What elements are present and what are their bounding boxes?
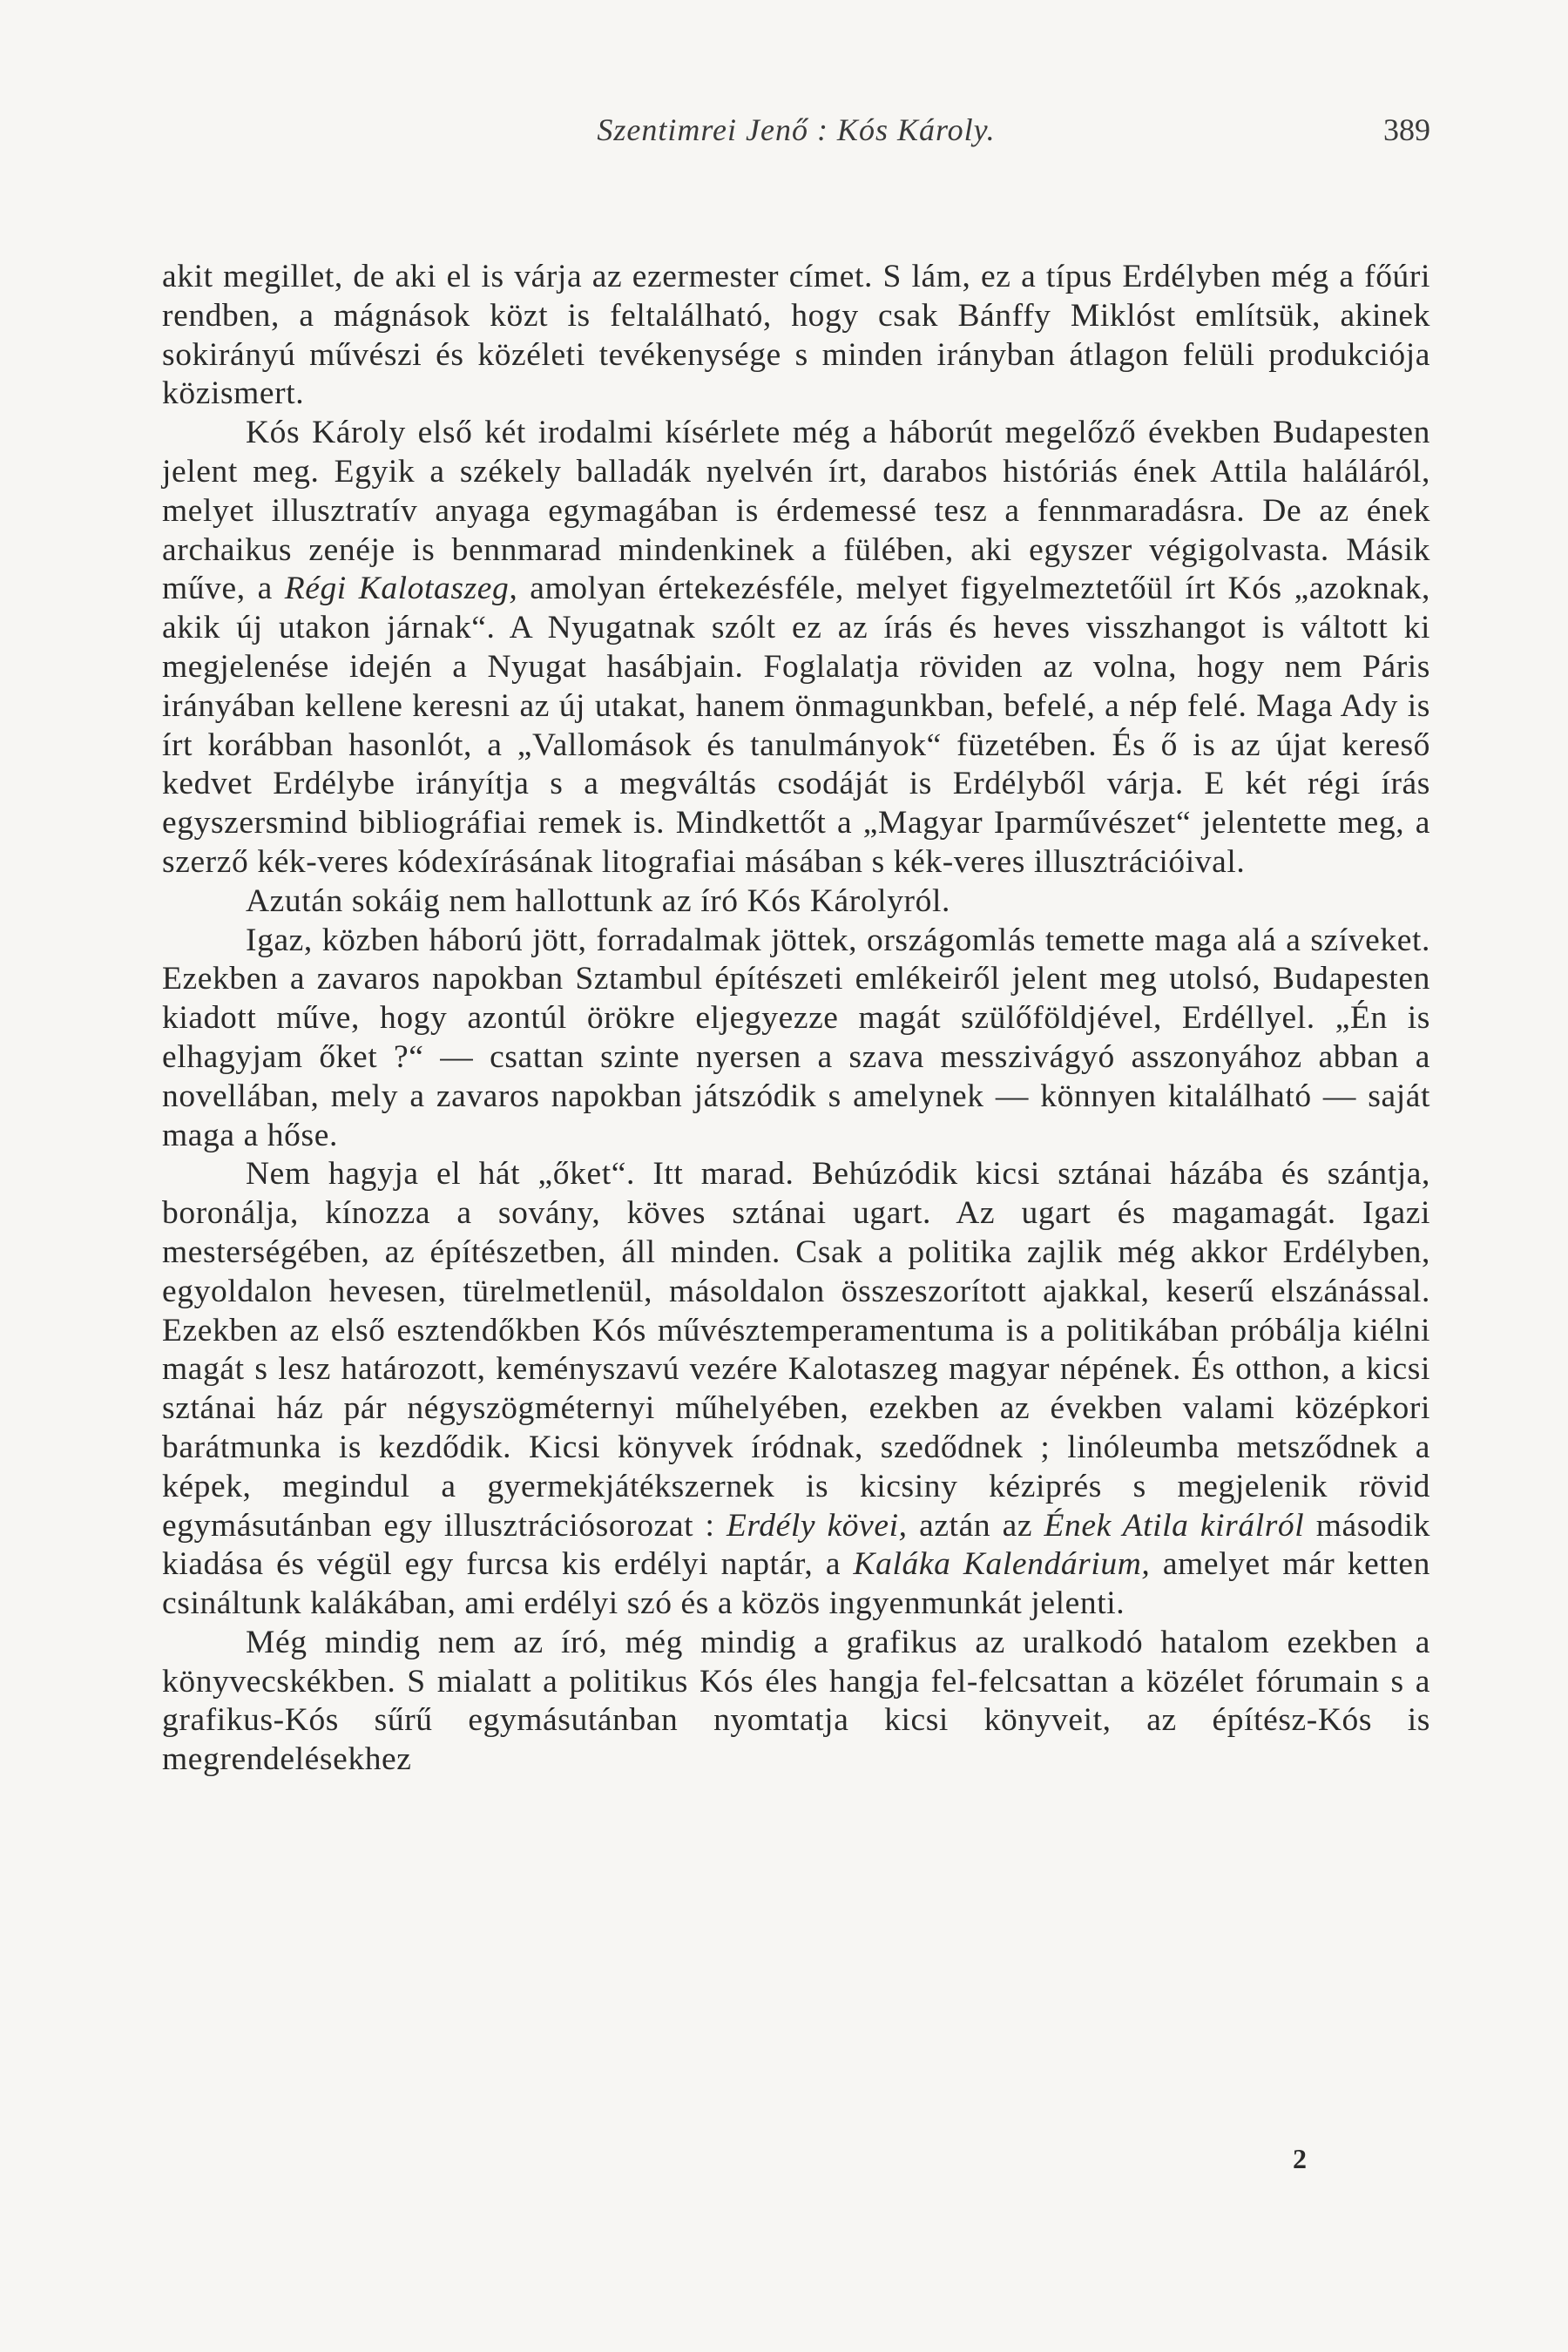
paragraph-5	[162, 1155, 1430, 1624]
work-title-erdely-kovei: Erdély kövei,	[726, 1507, 908, 1544]
paragraph-3	[162, 882, 1430, 922]
work-title-kalaka-kalendarium: Kaláka Kalendárium,	[853, 1546, 1151, 1583]
paragraph-6	[162, 1624, 1430, 1780]
paragraph-3-text: Azután sokáig nem hallottunk az író Kós Károlyról.	[246, 882, 950, 919]
paragraph-4	[162, 922, 1430, 1156]
paragraph-5-text-d: amelyet már ketten csináltunk kalákában, ami erdélyi szó és a közös ingyenmunkát jelenti.	[162, 1546, 1430, 1622]
paragraph-2	[162, 414, 1430, 882]
paragraph-2-text-b: amolyan értekezésféle, melyet figyelmeztetőül írt Kós „azoknak, akik új utakon járnak“. A Nyugatnak szólt ez az írás és heves visszhangot is váltott ki megjelenése idején a Nyugat hasábjain. Foglalatja röviden az volna, hogy nem Páris irányában kellene keresni az új utakat, hanem önmagunkban, befelé, a nép felé. Maga Ady is írt korábban hasonlót, a „Vallomások és tanulmányok“ füzetében. És ő is az újat kereső kedvet Erdélybe irányítja s a megváltás csodáját is Erdélyből várja. E két régi írás egyszersmind bibliográfiai remek is. Mindkettőt a „Magyar Iparművészet“ jelentette meg, a szerző kék-veres kódexírásának litografiai másában s kék-veres illusztrációival.	[162, 571, 1430, 880]
paragraph-1	[162, 258, 1430, 414]
page-number: 389	[1383, 112, 1430, 147]
paragraph-5-text-b: aztán az	[907, 1507, 1044, 1544]
body-text	[162, 258, 1430, 1780]
running-head	[162, 112, 1430, 157]
work-title-regi-kalotaszeg: Régi Kalotaszeg,	[284, 571, 518, 607]
work-title-enek-atila: Ének Atila királról	[1044, 1507, 1305, 1544]
paragraph-5-text-c: második kiadása és végül egy furcsa kis erdélyi naptár, a	[162, 1507, 1431, 1583]
paragraph-2-text-a: Kós Károly első két irodalmi kísérlete még a háborút megelőző években Budapesten jelent meg. Egyik a székely balladák nyelvén írt, darabos históriás ének Attila haláláról, melyet illusztratív anyaga egymagában is érdemessé tesz a fennmaradásra. De az ének archaikus zenéje is bennmarad mindenkinek a fülében, aki egyszer végigolvasta. Másik műve, a	[162, 415, 1430, 607]
paragraph-4-text: Igaz, közben háború jött, forradalmak jöttek, országomlás temette maga alá a szíveket. Ezekben a zavaros napokban Sztambul építészeti emlékeiről jelent meg utolsó, Budapesten kiadott műve, hogy azontúl örökre eljegyezze magát szülőföldjével, Erdéllyel. „Én is elhagyjam őket ?“ — csattan szinte nyersen a szava messzivágyó asszonyához abban a novellában, mely a zavaros napokban játszódik s amelynek — könnyen kitalálható — saját maga a hőse.	[162, 922, 1430, 1153]
running-title: Szentimrei Jenő : Kós Károly.	[597, 112, 996, 147]
paragraph-5-text-a: Nem hagyja el hát „őket“. Itt marad. Behúzódik kicsi sztánai házába és szántja, boronálja, kínozza a sovány, köves sztánai ugart. Az ugart és magamagát. Igazi mesterségében, az építészetben, áll minden. Csak a politika zajlik még akkor Erdélyben, egyoldalon hevesen, türelmetlenül, másoldalon összeszorított ajakkal, keserű elszánással. Ezekben az első esztendőkben Kós művésztemperamentuma is a politikában próbálja kiélni magát s lesz határozott, keményszavú vezére Kalotaszeg magyar népének. És otthon, a kicsi sztánai ház pár négyszögméternyi műhelyében, ezekben az években valami középkori barátmunka is kezdődik. Kicsi könyvek íródnak, szedődnek ; linóleumba metsződnek a képek, megindul a gyermekjátékszernek is kicsiny kéziprés s megjelenik rövid egymásutánban egy illusztrációsorozat :	[162, 1156, 1430, 1544]
signature-mark: 2	[1293, 2143, 1307, 2174]
paragraph-6-text: Még mindig nem az író, még mindig a grafikus az uralkodó hatalom ezekben a könyvecskékben. S mialatt a politikus Kós éles hangja fel-felcsattan a közélet fórumain s a grafikus-Kós sűrű egymásutánban nyomtatja kicsi könyveit, az építész-Kós is megrendelésekhez	[162, 1624, 1430, 1778]
paragraph-1-text: akit megillet, de aki el is várja az ezermester címet. S lám, ez a típus Erdélyben még a főúri rendben, a mágnások közt is feltalálható, hogy csak Bánffy Miklóst említsük, akinek sokirányú művészi és közéleti tevékenysége s minden irányban átlagon felüli produkciója közismert.	[162, 259, 1430, 412]
